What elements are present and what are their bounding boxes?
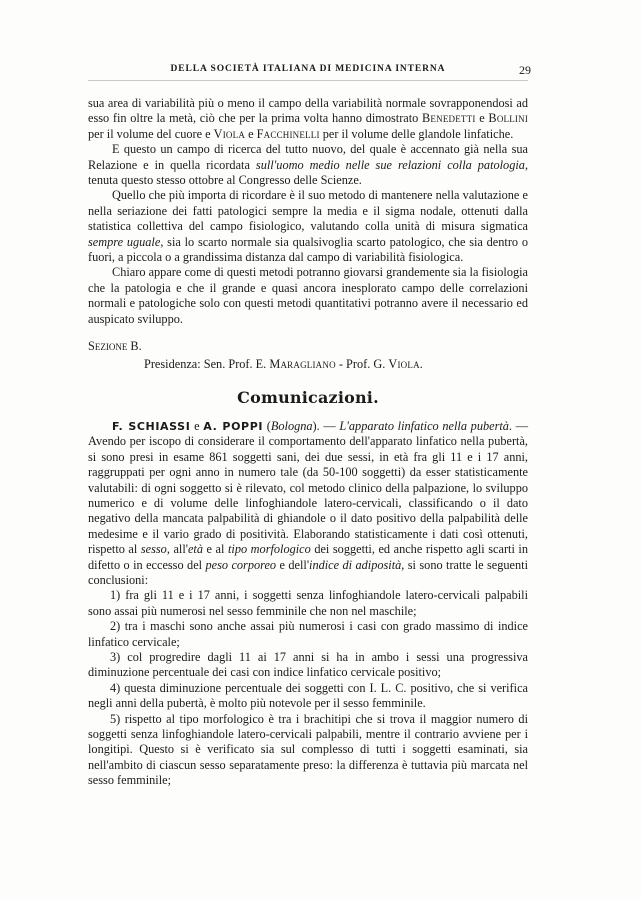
page-number: 29 xyxy=(519,63,531,77)
paragraph-method: Quello che più importa di ricordare è il suo metodo di mantenere nella valutazione e nella seriazione dei fatti patologici sempre la media e il sigma nodale, ottenuti dalla statistica collettiva del campo fisiologico, valutando colla unità di misura sigmatica sempre uguale, sia lo scarto normale sia qualsivoglia scarto patologico, che sia dentro o fuori, a piccola o a grandissima distanza dal campo di variabilità fisiologica. xyxy=(88,188,528,265)
paragraph-new-field: E questo un campo di ricerca del tutto nuovo, del quale è accennato già nella sua Relazione e in quella ricordata sull'uomo medio nelle sue relazioni colla patologia, tenuta questo stesso ottobre al Congresso delle Scienze. xyxy=(88,142,529,188)
cited-work-title: sull'uomo medio nelle sue relazioni colla patologia xyxy=(255,157,525,172)
emphasis: peso corporeo xyxy=(205,557,277,572)
author-name: Benedetti xyxy=(422,111,476,126)
conclusion-item: 5) rispetto al tipo morfologico è tra i brachitipi che si trova il maggior numero di soggetti senza linfoghiandole latero-cervicali palpabili, mentre il contrario avviene per i longitipi. Questo si è verificato sia sul complesso di tutti i soggetti esaminati, sia nell'ambito di ciascun sesso separatamente preso: la differenza è tuttavia più marcata nel sesso femminile; xyxy=(88,711,528,788)
author-name: Bollini xyxy=(488,111,529,126)
president-name: Maragliano xyxy=(269,356,336,371)
place-name: Bologna xyxy=(270,418,313,433)
paragraph-variability: sua area di variabilità più o meno il campo della variabilità normale sovrapponendosi ad esso fin oltre la metà, ciò che per la prima volta hanno dimostrato Benedetti e Bollini per il volume del cuore e Viola e Facchinelli per il volume delle glandole linfatiche. xyxy=(88,96,529,141)
conclusion-item: 1) fra gli 11 e i 17 anni, i soggetti senza linfoghiandole latero-cervicali palpabili sono assai più numerosi nel sesso femminile che non nel maschile; xyxy=(88,588,528,618)
page-body xyxy=(88,96,528,789)
author-name: A. POPPI xyxy=(203,419,264,433)
running-title: DELLA SOCIETÀ ITALIANA DI MEDICINA INTERNA xyxy=(170,64,446,74)
emphasis: sesso xyxy=(140,542,167,557)
author-name: F. SCHIASSI xyxy=(112,419,191,433)
author-name: Viola xyxy=(213,126,246,141)
emphasis: sempre uguale xyxy=(88,234,161,249)
emphasis: tipo morfologico xyxy=(227,542,311,557)
conclusion-item: 4) questa diminuzione percentuale dei soggetti con I. L. C. positivo, che si verifica negli anni della pubertà, è molto più notevole per il sesso femminile. xyxy=(88,680,528,711)
paragraph-conclusion: Chiaro appare come di questi metodi potranno giovarsi grandemente sia la fisiologia che la patologia e che il grande e quasi ancora inesplorato campo delle correlazioni normali e patologiche solo con questi metodi quantitativi potranno avere il necessario ed auspicato sviluppo. xyxy=(88,265,528,326)
author-name: Facchinelli xyxy=(256,126,320,141)
conclusion-item: 3) col progredire dagli 11 ai 17 anni si ha in ambo i sessi una progressiva diminuzione percentuale dei casi con indice linfatico cervicale positivo; xyxy=(88,650,528,680)
emphasis: indice di adiposità xyxy=(309,557,402,572)
emphasis: età xyxy=(187,542,203,557)
president-name: Viola xyxy=(388,356,420,371)
section-label: Sezione B. xyxy=(88,339,142,354)
presidency-line: Presidenza: Sen. Prof. E. Maragliano - Prof. G. Viola. xyxy=(144,356,423,371)
communications-heading: Comunicazioni. xyxy=(237,387,379,407)
page-header xyxy=(88,63,531,80)
conclusion-item: 2) tra i maschi sono anche assai più numerosi i casi con grado massimo di indice linfatico cervicale; xyxy=(88,619,528,649)
communication-intro: F. SCHIASSI e A. POPPI (Bologna). — L'apparato linfatico nella pubertà. — Avendo per iscopo di considerare il comportamento dell'apparato linfatico nella pubertà, si sono presi in esame 861 soggetti sani, dei due sessi, in età fra gli 11 e i 17 anni, raggruppati per ogni anno in numero tale (da 50-100 soggetti) da esser statisticamente valutabili: di ogni soggetto si è rilevato, col metodo clinico della palpazione, lo sviluppo numerico e di volume delle linfoghiandole latero-cervicali, classificando o il dato negativo della mancata palpabilità di ghiandole o il dato positivo della palpabilità delle medesime e il vario grado di positività. Elaborando statisticamente i dati così ottenuti, rispetto al sesso, all'età e al tipo morfologico dei soggetti, ed anche rispetto agli scarti in difetto o in eccesso del peso corporeo e dell'indice di adiposità, si sono tratte le seguenti conclusioni: xyxy=(88,418,528,587)
header-rule xyxy=(88,80,528,81)
communication-title: L'apparato linfatico nella pubertà xyxy=(339,418,509,433)
